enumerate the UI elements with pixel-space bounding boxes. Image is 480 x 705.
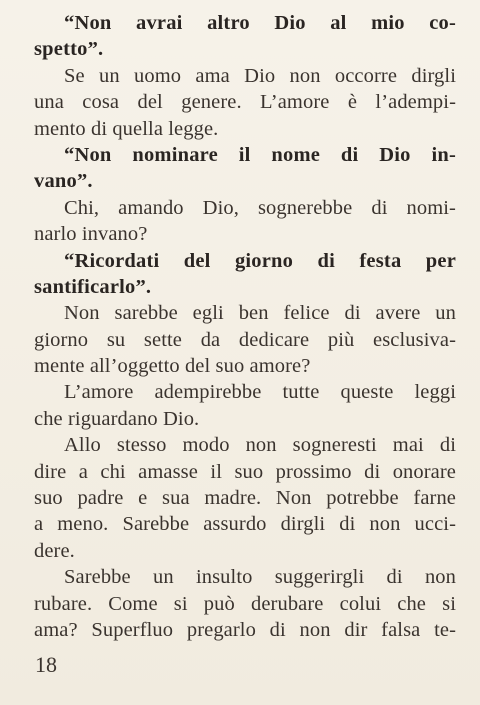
text-line: spetto”. xyxy=(34,38,104,61)
text-line: a meno. Sarebbe assurdo dirgli di non ucci- xyxy=(34,513,456,536)
text-line: Non sarebbe egli ben felice di avere un xyxy=(64,302,456,325)
text-line: dire a chi amasse il suo prossimo di onorare xyxy=(34,460,456,483)
text-line: mento di quella legge. xyxy=(34,117,219,140)
text-line: Chi, amando Dio, sognerebbe di nomi- xyxy=(64,196,456,219)
text-line: “Non avrai altro Dio al mio co- xyxy=(64,12,456,34)
text-line: una cosa del genere. L’amore è l’adempi- xyxy=(34,91,456,114)
text-line: narlo invano? xyxy=(34,223,148,246)
text-line: L’amore adempirebbe tutte queste leggi xyxy=(64,381,456,404)
text-line: rubare. Come si può derubare colui che si xyxy=(34,592,456,615)
text-line: “Ricordati del giorno di festa per xyxy=(64,249,456,272)
text-line: Sarebbe un insulto suggerirgli di non xyxy=(64,566,456,589)
text-line: suo padre e sua madre. Non potrebbe farne xyxy=(34,487,456,510)
text-line: mente all’oggetto del suo amore? xyxy=(34,355,311,378)
text-line: ama? Superfluo pregarlo di non dir falsa te- xyxy=(34,618,456,641)
text-line: dere. xyxy=(34,539,75,562)
text-line: vano”. xyxy=(34,170,93,193)
page-number: 18 xyxy=(35,652,57,677)
text-line: Allo stesso modo non sogneresti mai di xyxy=(64,434,456,457)
text-line: “Non nominare il nome di Dio in- xyxy=(64,143,456,166)
text-block xyxy=(34,10,456,643)
text-line: Se un uomo ama Dio non occorre dirgli xyxy=(64,64,456,87)
text-line: che riguardano Dio. xyxy=(34,407,200,430)
text-line: giorno su sette da dedicare più esclusiva- xyxy=(34,328,456,351)
text-line: santificarlo”. xyxy=(34,275,152,298)
